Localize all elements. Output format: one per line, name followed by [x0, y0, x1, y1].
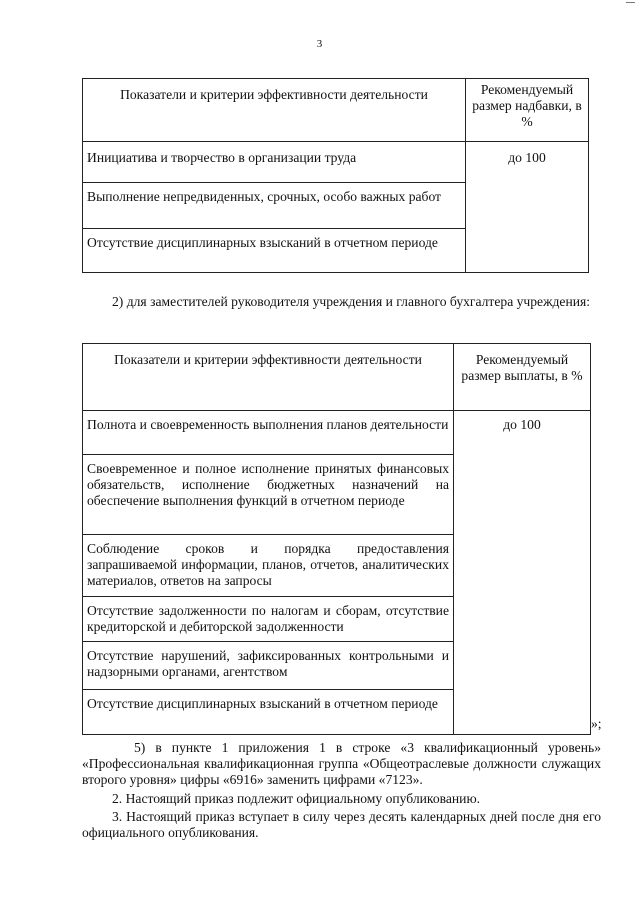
paragraph-amendment: 5) в пункте 1 приложения 1 в строке «3 квалификационный уровень» «Профессиональная квалификационная группа «Общеотраслевые должности служащих второго уровня» цифры «6916» заменить цифрами «7123». — [82, 740, 601, 788]
table2-row-criterion: Своевременное и полное исполнение принятых финансовых обязательств, исполнение бюджетных назначений на обеспечение выполнения функций в отчетном периоде — [83, 455, 454, 535]
table2-amount-value: до 100 — [454, 411, 591, 735]
table1-row-criterion: Инициатива и творчество в организации труда — [83, 142, 466, 183]
paragraph-deputies: 2) для заместителей руководителя учреждения и главного бухгалтера учреждения: — [112, 294, 591, 309]
bonus-criteria-table — [82, 78, 589, 273]
closing-quote: »; — [591, 716, 602, 731]
scan-mark — [626, 2, 635, 3]
table1-row-criterion: Отсутствие дисциплинарных взысканий в отчетном периоде — [83, 229, 466, 273]
table1-row-criterion: Выполнение непредвиденных, срочных, особо важных работ — [83, 183, 466, 229]
table2-row-criterion: Отсутствие дисциплинарных взысканий в отчетном периоде — [83, 690, 454, 735]
table1-amount-value: до 100 — [466, 142, 589, 273]
table2-header-amount: Рекомендуемый размер выплаты, в % — [454, 344, 591, 411]
paragraph-effective-date: 3. Настоящий приказ вступает в силу через десять календарных дней после дня его официального опубликования. — [82, 809, 601, 841]
table2-row-criterion: Отсутствие задолженности по налогам и сборам, отсутствие кредиторской и дебиторской задолженности — [83, 597, 454, 642]
table2-row-criterion: Соблюдение сроков и порядка предоставления запрашиваемой информации, планов, отчетов, аналитических материалов, ответов на запросы — [83, 535, 454, 597]
paragraph-publication: 2. Настоящий приказ подлежит официальному опубликованию. — [112, 791, 480, 806]
payment-criteria-table — [82, 343, 591, 735]
page-number: 3 — [316, 38, 323, 50]
table2-row-criterion: Отсутствие нарушений, зафиксированных контрольными и надзорными органами, агентством — [83, 642, 454, 690]
table1-header-criteria: Показатели и критерии эффективности деятельности — [83, 79, 466, 142]
table2-header-criteria: Показатели и критерии эффективности деятельности — [83, 344, 454, 411]
table2-row-criterion: Полнота и своевременность выполнения планов деятельности — [83, 411, 454, 455]
table1-header-amount: Рекомендуемый размер надбавки, в % — [466, 79, 589, 142]
